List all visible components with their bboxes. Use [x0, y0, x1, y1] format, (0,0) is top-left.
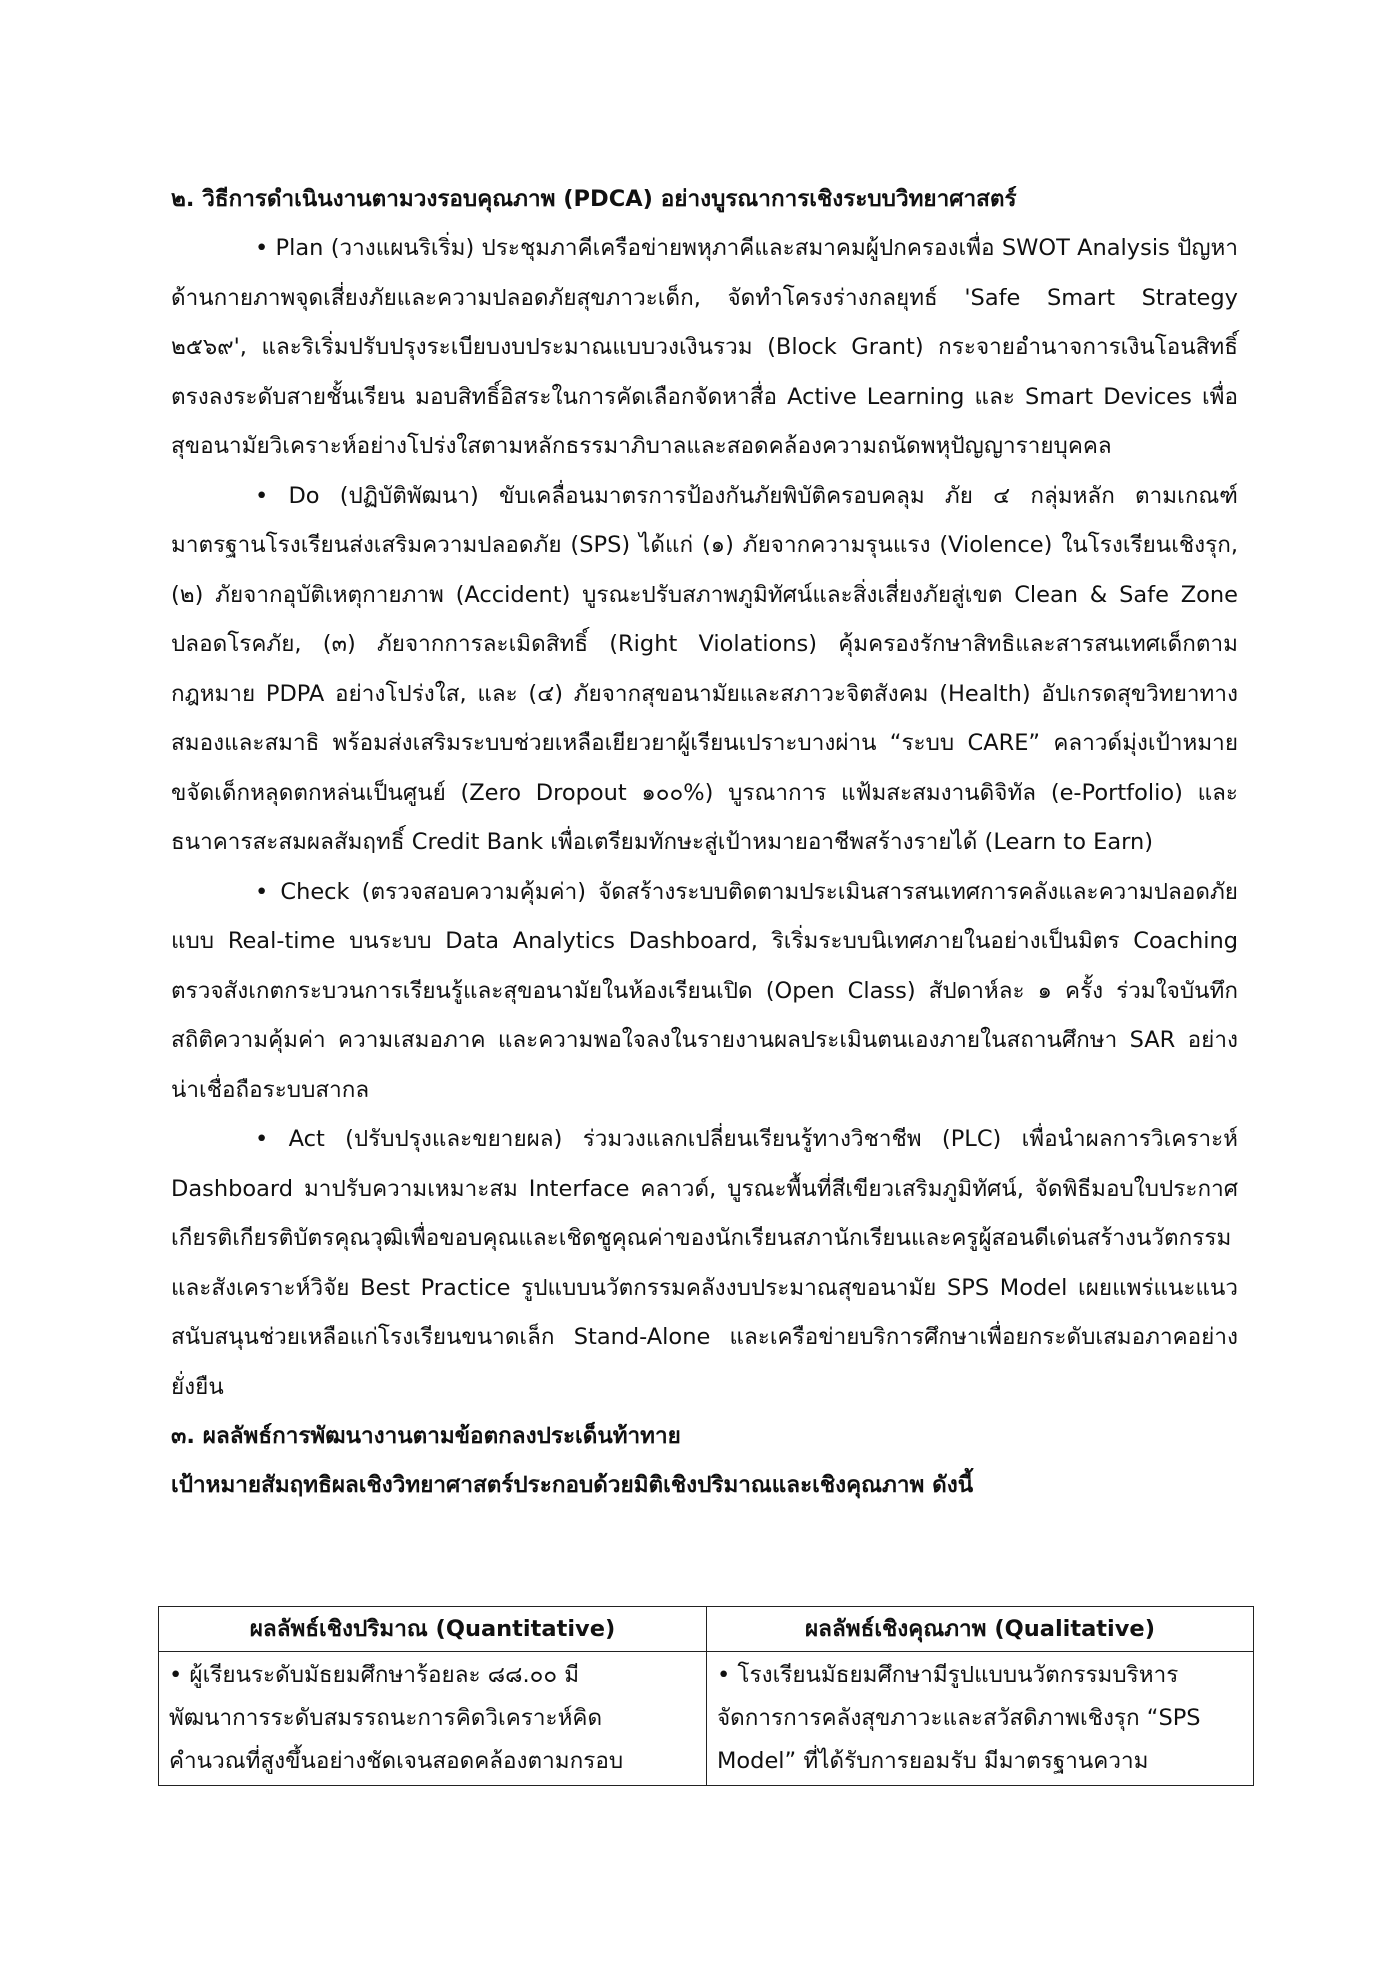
quantitative-header: ผลลัพธ์เชิงปริมาณ (Quantitative): [159, 1607, 707, 1652]
section-2-heading: ๒. วิธีการดำเนินงานตามวงรอบคุณภาพ (PDCA) อย่างบูรณาการเชิงระบบวิทยาศาสตร์: [171, 186, 1017, 212]
table-row: [159, 1652, 1254, 1786]
act-paragraph: • Act (ปรับปรุงและขยายผล) ร่วมวงแลกเปลี่ยนเรียนรู้ทางวิชาชีพ (PLC) เพื่อนำผลการวิเคราะห์ Dashboard มาปรับความเหมาะสม Interface คลาวด์, บูรณะพื้นที่สีเขียวเสริมภูมิทัศน์, จัดพิธีมอบใบประกาศเกียรติเกียรติบัตรคุณวุฒิเพื่อขอบคุณและเชิดชูคุณค่าของนักเรียนสภานักเรียนและครูผู้สอนดีเด่นสร้างนวัตกรรม และสังเคราะห์วิจัย Best Practice รูปแบบนวัตกรรมคลังงบประมาณสุขอนามัย SPS Model เผยแพร่แนะแนวสนับสนุนช่วยเหลือแก่โรงเรียนขนาดเล็ก Stand-Alone และเครือข่ายบริการศึกษาเพื่อยกระดับเสมอภาคอย่างยั่งยืน: [171, 1126, 1238, 1400]
table-header-row: [159, 1607, 1254, 1652]
table-intro: เป้าหมายสัมฤทธิผลเชิงวิทยาศาสตร์ประกอบด้วยมิติเชิงปริมาณและเชิงคุณภาพ ดังนี้: [171, 1472, 974, 1498]
check-paragraph: • Check (ตรวจสอบความคุ้มค่า) จัดสร้างระบบติดตามประเมินสารสนเทศการคลังและความปลอดภัยแบบ Real-time บนระบบ Data Analytics Dashboard, ริเริ่มระบบนิเทศภายในอย่างเป็นมิตร Coaching ตรวจสังเกตกระบวนการเรียนรู้และสุขอนามัยในห้องเรียนเปิด (Open Class) สัปดาห์ละ ๑ ครั้ง ร่วมใจบันทึกสถิติความคุ้มค่า ความเสมอภาค และความพอใจลงในรายงานผลประเมินตนเองภายในสถานศึกษา SAR อย่างน่าเชื่อถือระบบสากล: [171, 878, 1238, 1103]
qualitative-line: • โรงเรียนมัธยมศึกษามีรูปแบบนวัตกรรมบริหาร: [717, 1662, 1179, 1688]
qualitative-header: ผลลัพธ์เชิงคุณภาพ (Qualitative): [707, 1607, 1254, 1652]
qualitative-line: Model” ที่ได้รับการยอมรับ มีมาตรฐานความ: [717, 1748, 1149, 1774]
section-3-heading: ๓. ผลลัพธ์การพัฒนางานตามข้อตกลงประเด็นท้าทาย: [171, 1423, 681, 1449]
quantitative-line: • ผู้เรียนระดับมัธยมศึกษาร้อยละ ๘๘.๐๐ มี: [169, 1662, 580, 1688]
results-table: [158, 1606, 1254, 1786]
qualitative-cell: [707, 1652, 1254, 1786]
do-paragraph: • Do (ปฏิบัติพัฒนา) ขับเคลื่อนมาตรการป้องกันภัยพิบัติครอบคลุม ภัย ๔ กลุ่มหลัก ตามเกณฑ์มาตรฐานโรงเรียนส่งเสริมความปลอดภัย (SPS) ได้แก่ (๑) ภัยจากความรุนแรง (Violence) ในโรงเรียนเชิงรุก, (๒) ภัยจากอุบัติเหตุกายภาพ (Accident) บูรณะปรับสภาพภูมิทัศน์และสิ่งเสี่ยงภัยสู่เขต Clean & Safe Zone ปลอดโรคภัย, (๓) ภัยจากการละเมิดสิทธิ์ (Right Violations) คุ้มครองรักษาสิทธิและสารสนเทศเด็กตามกฎหมาย PDPA อย่างโปร่งใส, และ (๔) ภัยจากสุขอนามัยและสภาวะจิตสังคม (Health) อัปเกรดสุขวิทยาทางสมองและสมาธิ พร้อมส่งเสริมระบบช่วยเหลือเยียวยาผู้เรียนเปราะบางผ่าน “ระบบ CARE” คลาวด์มุ่งเป้าหมายขจัดเด็กหลุดตกหล่นเป็นศูนย์ (Zero Dropout ๑๐๐%) บูรณาการ แฟ้มสะสมงานดิจิทัล (e-Portfolio) และธนาคารสะสมผลสัมฤทธิ์ Credit Bank เพื่อเตรียมทักษะสู่เป้าหมายอาชีพสร้างรายได้ (Learn to Earn): [171, 482, 1238, 855]
qualitative-line: จัดการการคลังสุขภาวะและสวัสดิภาพเชิงรุก “SPS: [717, 1705, 1201, 1731]
document-page: [171, 175, 1238, 1510]
plan-paragraph: • Plan (วางแผนริเริ่ม) ประชุมภาคีเครือข่ายพหุภาคีและสมาคมผู้ปกครองเพื่อ SWOT Analysis ปัญหาด้านกายภาพจุดเสี่ยงภัยและความปลอดภัยสุขภาวะเด็ก, จัดทำโครงร่างกลยุทธ์ 'Safe Smart Strategy ๒๕๖๙', และริเริ่มปรับปรุงระเบียบงบประมาณแบบวงเงินรวม (Block Grant) กระจายอำนาจการเงินโอนสิทธิ์ตรงลงระดับสายชั้นเรียน มอบสิทธิ์อิสระในการคัดเลือกจัดหาสื่อ Active Learning และ Smart Devices เพื่อสุขอนามัยวิเคราะห์อย่างโปร่งใสตามหลักธรรมาภิบาลและสอดคล้องความถนัดพหุปัญญารายบุคคล: [171, 235, 1238, 459]
quantitative-line: คำนวณที่สูงขึ้นอย่างชัดเจนสอดคล้องตามกรอบ: [169, 1748, 624, 1774]
quantitative-cell: [159, 1652, 707, 1786]
quantitative-line: พัฒนาการระดับสมรรถนะการคิดวิเคราะห์คิด: [169, 1705, 603, 1731]
